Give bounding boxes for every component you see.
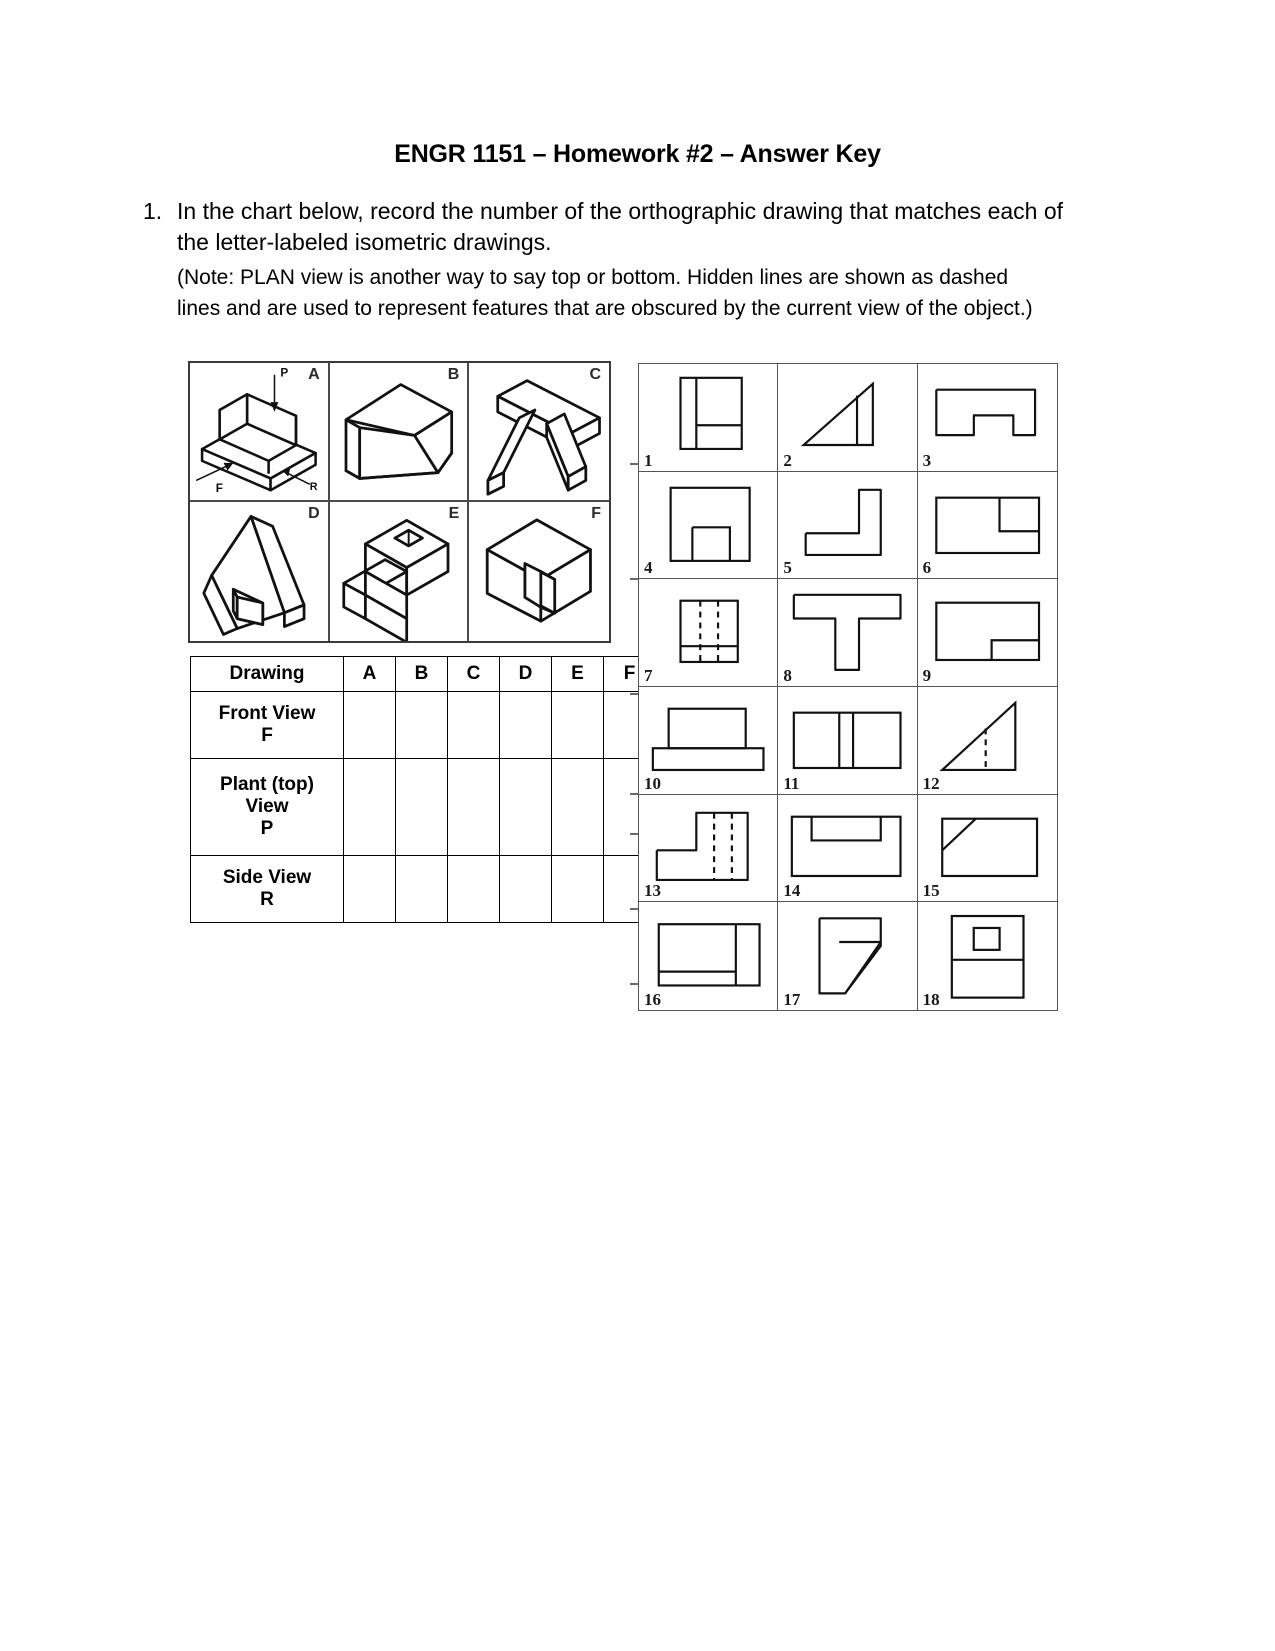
orthographic-cell-7 <box>639 579 778 687</box>
answer-cell-front-c[interactable] <box>448 692 500 759</box>
orthographic-number-10: 10 <box>644 773 661 793</box>
isometric-label-b: B <box>447 366 460 383</box>
header-column-b: B <box>396 657 448 692</box>
answer-cell-plan-e[interactable] <box>552 759 604 856</box>
isometric-drawing-e <box>330 502 468 641</box>
header-column-f: F <box>604 657 656 692</box>
answer-cell-front-b[interactable] <box>396 692 448 759</box>
orthographic-number-2: 2 <box>783 450 792 470</box>
answer-cell-plan-b[interactable] <box>396 759 448 856</box>
orthographic-cell-6 <box>918 472 1057 580</box>
isometric-drawing-d <box>190 502 328 641</box>
header-column-e: E <box>552 657 604 692</box>
answer-cell-plan-a[interactable] <box>344 759 396 856</box>
orthographic-cell-17 <box>778 902 917 1010</box>
orthographic-drawing-3 <box>918 364 1057 471</box>
isometric-drawing-f <box>469 502 609 641</box>
orthographic-cell-4 <box>639 472 778 580</box>
orthographic-cell-16 <box>639 902 778 1010</box>
answer-cell-front-a[interactable] <box>344 692 396 759</box>
orthographic-drawings-figure <box>638 363 1058 1011</box>
orthographic-number-5: 5 <box>783 558 792 578</box>
table-row-side-view <box>191 856 656 923</box>
orthographic-drawing-2 <box>778 364 916 471</box>
orthographic-cell-2 <box>778 364 917 472</box>
orthographic-drawing-7 <box>639 579 777 686</box>
iso-arrow-label-r: R <box>309 481 318 494</box>
orthographic-number-3: 3 <box>922 450 932 470</box>
orthographic-cell-8 <box>778 579 917 687</box>
orthographic-cell-9 <box>918 579 1057 687</box>
orthographic-number-16: 16 <box>644 989 661 1009</box>
orthographic-number-6: 6 <box>922 558 932 578</box>
row-label-side-view <box>191 856 344 923</box>
orthographic-drawing-1 <box>639 364 777 471</box>
row-label-side-line1: Side View <box>222 867 312 888</box>
answer-cell-side-a[interactable] <box>344 856 396 923</box>
orthographic-number-14: 14 <box>783 881 801 901</box>
question-block <box>143 196 1073 258</box>
header-column-d: D <box>500 657 552 692</box>
orthographic-cell-12 <box>918 687 1057 795</box>
isometric-cell-e <box>330 502 470 641</box>
row-label-front-view <box>191 692 344 759</box>
isometric-cell-d <box>190 502 330 641</box>
orthographic-cell-11 <box>778 687 917 795</box>
orthographic-number-12: 12 <box>922 773 940 793</box>
answer-cell-side-d[interactable] <box>500 856 552 923</box>
orthographic-drawing-5 <box>778 472 916 579</box>
table-row-front-view <box>191 692 656 759</box>
answer-cell-side-b[interactable] <box>396 856 448 923</box>
iso-arrow-label-f: F <box>215 482 223 496</box>
isometric-label-c: C <box>589 366 601 383</box>
answer-cell-front-d[interactable] <box>500 692 552 759</box>
orthographic-cell-5 <box>778 472 917 580</box>
row-label-plan-view <box>191 759 344 856</box>
answer-table <box>190 656 656 923</box>
isometric-label-f: F <box>591 505 601 522</box>
orthographic-number-9: 9 <box>922 665 932 685</box>
isometric-drawing-b <box>330 363 468 500</box>
orthographic-cell-3 <box>918 364 1057 472</box>
isometric-label-e: E <box>448 505 460 522</box>
orthographic-number-17: 17 <box>783 989 801 1009</box>
isometric-cell-f <box>469 502 609 641</box>
orthographic-drawing-4 <box>639 472 777 579</box>
orthographic-drawing-6 <box>918 472 1057 579</box>
row-label-plan-line3: P <box>260 818 274 839</box>
row-label-front-line2: F <box>261 725 273 746</box>
table-row-plan-view <box>191 759 656 856</box>
orthographic-cell-15 <box>918 795 1057 903</box>
orthographic-number-18: 18 <box>922 989 940 1009</box>
page-title: ENGR 1151 – Homework #2 – Answer Key <box>394 140 881 168</box>
isometric-drawing-a <box>190 363 328 500</box>
answer-table-header-row <box>191 657 656 692</box>
answer-cell-side-e[interactable] <box>552 856 604 923</box>
question-note: (Note: PLAN view is another way to say top or bottom. Hidden lines are shown as dashed lines and are used to represent features that are obscured by the current view of the object.) <box>177 266 1033 320</box>
orthographic-number-4: 4 <box>644 558 653 578</box>
answer-cell-plan-c[interactable] <box>448 759 500 856</box>
orthographic-drawing-8 <box>778 579 916 686</box>
row-label-plan-line2: View <box>245 796 289 817</box>
isometric-cell-c <box>469 363 609 502</box>
answer-cell-plan-d[interactable] <box>500 759 552 856</box>
isometric-drawing-c <box>469 363 609 500</box>
row-label-front-line1: Front View <box>218 703 316 724</box>
iso-arrow-label-p: P <box>280 366 289 380</box>
answer-cell-side-c[interactable] <box>448 856 500 923</box>
isometric-label-a: A <box>308 366 320 383</box>
orthographic-cell-10 <box>639 687 778 795</box>
isometric-drawings-figure <box>188 361 611 643</box>
row-label-plan-line1: Plant (top) <box>220 774 314 795</box>
orthographic-cell-14 <box>778 795 917 903</box>
header-column-c: C <box>448 657 500 692</box>
figure-edge-ticks <box>630 363 638 1011</box>
orthographic-cell-18 <box>918 902 1057 1010</box>
isometric-cell-b <box>330 363 470 502</box>
orthographic-number-1: 1 <box>644 450 653 470</box>
header-column-a: A <box>344 657 396 692</box>
orthographic-drawing-9 <box>918 579 1057 686</box>
orthographic-number-11: 11 <box>783 773 800 793</box>
row-label-side-line2: R <box>260 889 274 910</box>
orthographic-number-13: 13 <box>644 881 661 901</box>
orthographic-number-7: 7 <box>644 665 653 685</box>
isometric-cell-a <box>190 363 330 502</box>
isometric-label-d: D <box>308 505 320 522</box>
question-number: 1. <box>143 198 163 224</box>
answer-table-container <box>190 656 636 923</box>
header-drawing: Drawing <box>191 657 344 692</box>
orthographic-cell-1 <box>639 364 778 472</box>
orthographic-number-15: 15 <box>922 881 940 901</box>
question-text: In the chart below, record the number of the orthographic drawing that matches each of the letter-labeled isometric drawings. <box>177 198 1064 255</box>
answer-cell-front-e[interactable] <box>552 692 604 759</box>
orthographic-number-8: 8 <box>783 665 792 685</box>
orthographic-cell-13 <box>639 795 778 903</box>
